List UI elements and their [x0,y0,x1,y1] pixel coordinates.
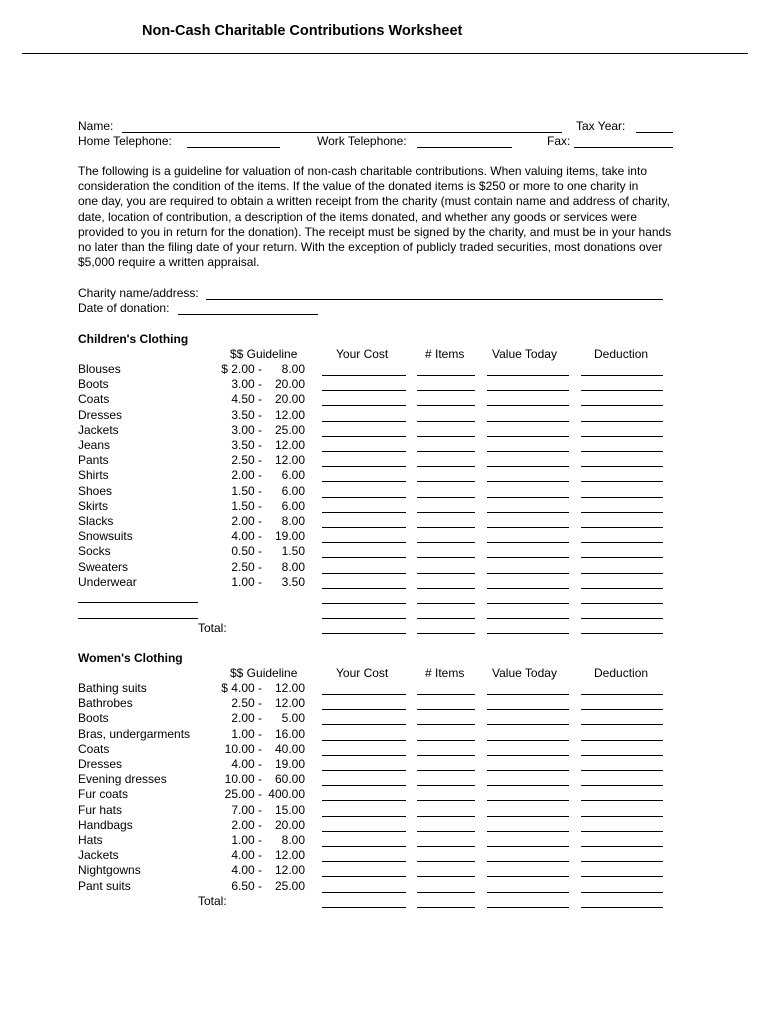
your-cost-field[interactable] [322,618,406,619]
deduction-field[interactable] [581,497,663,498]
guideline-low: 0.50 - [231,544,262,559]
tax-year-field[interactable] [636,132,673,133]
items-count-field[interactable] [417,557,475,558]
value-today-field[interactable] [487,527,569,528]
name-label: Name: [78,119,114,133]
guideline-high: 8.00 [281,514,305,528]
items-count-field[interactable] [417,709,475,710]
items-count-field[interactable] [417,770,475,771]
items-count-field[interactable] [417,466,475,467]
your-cost-field[interactable] [322,800,406,801]
guideline-low: 3.50 - [231,438,262,452]
work-telephone-label: Work Telephone: [317,134,407,148]
col-your-cost: Your Cost [336,666,389,680]
item-name: Fur coats [78,787,129,802]
your-cost-field[interactable] [322,421,406,422]
guideline-high: 12.00 [274,863,305,878]
guideline-low: 2.00 - [231,514,262,528]
item-name: Slacks [78,514,114,528]
col-deduction: Deduction [594,666,649,680]
item-name: Socks [78,544,111,559]
guideline-high: 8.00 [281,833,305,847]
item-name: Sweaters [78,559,129,574]
womens-heading: Women's Clothing [78,651,183,665]
col-value-today: Value Today [492,666,557,680]
your-cost-field[interactable] [322,542,406,543]
guideline-low: 25.00 - [224,787,262,802]
value-today-field[interactable] [487,512,569,513]
your-cost-field[interactable] [322,816,406,817]
your-cost-field[interactable] [322,375,406,376]
deduction-field[interactable] [581,694,663,695]
item-name: Handbags [78,817,133,832]
value-today-field[interactable] [487,892,569,893]
value-today-field[interactable] [487,497,569,498]
intro-line: date, location of contribution, a description of the items donated, and whether any goods or services were [78,209,637,224]
guideline-low: 4.50 - [231,392,262,407]
items-count-field[interactable] [417,876,475,877]
item-name: Pants [78,453,109,468]
items-count-field[interactable] [417,907,475,908]
value-today-field[interactable] [487,724,569,725]
intro-paragraph [78,164,718,270]
items-count-field[interactable] [417,861,475,862]
date-label: Date of donation: [78,301,170,315]
name-field[interactable] [122,132,562,133]
items-count-field[interactable] [417,618,475,619]
item-name: Underwear [78,574,137,589]
value-today-field[interactable] [487,694,569,695]
tax-year-label: Tax Year: [576,119,626,133]
deduction-field[interactable] [581,800,663,801]
guideline-high: 19.00 [274,757,305,771]
guideline-low: 2.00 - [231,468,262,483]
deduction-field[interactable] [581,770,663,771]
value-today-field[interactable] [487,573,569,574]
items-count-field[interactable] [417,588,475,589]
value-today-field[interactable] [487,907,569,908]
deduction-field[interactable] [581,907,663,908]
items-count-field[interactable] [417,694,475,695]
your-cost-field[interactable] [322,785,406,786]
guideline-low: 4.00 - [231,863,262,878]
value-today-field[interactable] [487,390,569,391]
deduction-field[interactable] [581,861,663,862]
guideline-high: 25.00 [274,878,305,893]
guideline-low: 3.00 - [231,377,262,392]
guideline-high: 12.00 [274,407,305,422]
col-guideline: $$ Guideline [230,666,298,680]
deduction-field[interactable] [581,542,663,543]
item-name: Boots [78,711,109,726]
guideline-high: 20.00 [274,377,305,392]
col-deduction: Deduction [594,347,649,361]
guideline-low: 4.00 - [231,529,262,544]
items-count-field[interactable] [417,573,475,574]
your-cost-field[interactable] [322,405,406,406]
womens-total-label: Total: [198,894,227,908]
guideline-low: 10.00 - [224,772,262,787]
item-name: Hats [78,833,103,847]
items-count-field[interactable] [417,785,475,786]
guideline-high: 12.00 [274,453,305,468]
charity-label: Charity name/address: [78,286,199,300]
col-items: # Items [425,347,465,361]
item-name: Pant suits [78,878,131,893]
your-cost-field[interactable] [322,390,406,391]
deduction-field[interactable] [581,846,663,847]
item-name: Jackets [78,422,119,437]
guideline-high: 16.00 [274,726,305,741]
item-name: Coats [78,741,110,756]
items-count-field[interactable] [417,405,475,406]
your-cost-field[interactable] [322,892,406,893]
deduction-field[interactable] [581,831,663,832]
guideline-high: 25.00 [274,422,305,437]
guideline-low: 2.50 - [231,559,262,574]
item-name: Jackets [78,848,119,863]
deduction-field[interactable] [581,755,663,756]
deduction-field[interactable] [581,527,663,528]
value-today-field[interactable] [487,709,569,710]
your-cost-field[interactable] [322,724,406,725]
fax-field[interactable] [574,147,673,148]
your-cost-field[interactable] [322,876,406,877]
your-cost-field[interactable] [322,557,406,558]
items-count-field[interactable] [417,816,475,817]
guideline-high: 60.00 [274,772,305,787]
items-count-field[interactable] [417,724,475,725]
guideline-low: 4.00 - [231,848,262,863]
item-name: Snowsuits [78,529,133,544]
childrens-total-label: Total: [198,621,227,635]
items-count-field[interactable] [417,390,475,391]
item-name: Bras, undergarments [78,726,191,741]
guideline-high: 8.00 [281,362,305,376]
item-name: Skirts [78,498,108,513]
items-count-field[interactable] [417,892,475,893]
childrens-heading: Children's Clothing [78,332,189,346]
your-cost-field[interactable] [322,436,406,437]
title-rule [22,53,748,54]
guideline-low: 4.00 - [231,757,262,771]
items-count-field[interactable] [417,831,475,832]
your-cost-field[interactable] [322,588,406,589]
value-today-field[interactable] [487,421,569,422]
intro-line: $5,000 require a written appraisal. [78,255,260,270]
deduction-field[interactable] [581,481,663,482]
col-items: # Items [425,666,465,680]
fax-label: Fax: [547,134,571,148]
guideline-low: 2.50 - [231,696,262,711]
items-count-field[interactable] [417,481,475,482]
guideline-low: 1.50 - [231,483,262,498]
col-guideline: $$ Guideline [230,347,298,361]
page-title: Non-Cash Charitable Contributions Worksheet [142,23,463,39]
your-cost-field[interactable] [322,831,406,832]
guideline-high: 40.00 [274,741,305,756]
items-count-field[interactable] [417,512,475,513]
item-name: Blouses [78,362,121,376]
items-count-field[interactable] [417,846,475,847]
charity-field[interactable] [206,299,663,300]
deduction-field[interactable] [581,421,663,422]
guideline-low: $ 4.00 - [221,681,262,695]
deduction-field[interactable] [581,588,663,589]
deduction-field[interactable] [581,512,663,513]
value-today-field[interactable] [487,876,569,877]
col-value-today: Value Today [492,347,557,361]
value-today-field[interactable] [487,755,569,756]
guideline-high: 12.00 [274,848,305,863]
intro-line: no later than the filing date of your return. With the exception of publicly traded securities, most donations over [78,240,663,255]
items-count-field[interactable] [417,800,475,801]
deduction-field[interactable] [581,405,663,406]
items-count-field[interactable] [417,375,475,376]
guideline-high: 400.00 [268,787,305,802]
work-telephone-field[interactable] [417,147,512,148]
guideline-low: 3.00 - [231,422,262,437]
guideline-low: 1.00 - [231,726,262,741]
item-name: Shirts [78,468,109,483]
value-today-field[interactable] [487,633,569,634]
your-cost-field[interactable] [322,527,406,528]
value-today-field[interactable] [487,740,569,741]
your-cost-field[interactable] [322,770,406,771]
item-name: Bathing suits [78,681,147,695]
deduction-field[interactable] [581,573,663,574]
deduction-field[interactable] [581,603,663,604]
your-cost-field[interactable] [322,573,406,574]
items-count-field[interactable] [417,755,475,756]
guideline-high: 5.00 [281,711,305,726]
item-name: Dresses [78,757,123,771]
value-today-field[interactable] [487,451,569,452]
items-count-field[interactable] [417,421,475,422]
value-today-field[interactable] [487,603,569,604]
item-name: Coats [78,392,110,407]
intro-line: provided to you in return for the donation). The receipt must be signed by the charity, and must be in your hands [78,224,672,239]
your-cost-field[interactable] [322,907,406,908]
home-telephone-field[interactable] [187,147,280,148]
your-cost-field[interactable] [322,451,406,452]
value-today-field[interactable] [487,405,569,406]
intro-line: The following is a guideline for valuation of non-cash charitable contributions. When valuing items, take into [78,164,647,178]
guideline-high: 12.00 [274,696,305,711]
guideline-low: 3.50 - [231,407,262,422]
your-cost-field[interactable] [322,846,406,847]
item-name: Nightgowns [78,863,141,878]
value-today-field[interactable] [487,542,569,543]
deduction-field[interactable] [581,892,663,893]
value-today-field[interactable] [487,800,569,801]
items-count-field[interactable] [417,451,475,452]
guideline-low: 2.50 - [231,453,262,468]
date-field[interactable] [178,314,318,315]
deduction-field[interactable] [581,618,663,619]
your-cost-field[interactable] [322,512,406,513]
guideline-high: 8.00 [281,559,305,574]
items-count-field[interactable] [417,436,475,437]
value-today-field[interactable] [487,785,569,786]
your-cost-field[interactable] [322,755,406,756]
your-cost-field[interactable] [322,694,406,695]
value-today-field[interactable] [487,846,569,847]
deduction-field[interactable] [581,557,663,558]
deduction-field[interactable] [581,709,663,710]
extra-item-field[interactable] [78,602,198,603]
guideline-low: $ 2.00 - [221,362,262,376]
value-today-field[interactable] [487,770,569,771]
guideline-low: 7.00 - [231,802,262,817]
your-cost-field[interactable] [322,481,406,482]
items-count-field[interactable] [417,542,475,543]
deduction-field[interactable] [581,876,663,877]
items-count-field[interactable] [417,633,475,634]
value-today-field[interactable] [487,618,569,619]
item-name: Evening dresses [78,772,167,787]
value-today-field[interactable] [487,375,569,376]
intro-line: one day, you are required to obtain a written receipt from the charity (must contain name and address of charity, [78,194,670,209]
value-today-field[interactable] [487,861,569,862]
item-name: Fur hats [78,802,123,817]
deduction-field[interactable] [581,633,663,634]
your-cost-field[interactable] [322,709,406,710]
deduction-field[interactable] [581,785,663,786]
your-cost-field[interactable] [322,466,406,467]
value-today-field[interactable] [487,436,569,437]
deduction-field[interactable] [581,740,663,741]
guideline-high: 6.00 [281,468,305,483]
value-today-field[interactable] [487,588,569,589]
item-name: Jeans [78,438,111,452]
guideline-high: 12.00 [274,681,305,695]
item-name: Boots [78,377,109,392]
your-cost-field[interactable] [322,497,406,498]
item-name: Shoes [78,483,113,498]
deduction-field[interactable] [581,466,663,467]
deduction-field[interactable] [581,451,663,452]
value-today-field[interactable] [487,466,569,467]
guideline-high: 20.00 [274,817,305,832]
guideline-high: 20.00 [274,392,305,407]
guideline-high: 12.00 [274,438,305,452]
deduction-field[interactable] [581,375,663,376]
deduction-field[interactable] [581,390,663,391]
extra-item-field[interactable] [78,618,198,619]
item-name: Bathrobes [78,696,133,711]
your-cost-field[interactable] [322,740,406,741]
guideline-high: 6.00 [281,498,305,513]
your-cost-field[interactable] [322,603,406,604]
item-name: Dresses [78,407,123,422]
value-today-field[interactable] [487,831,569,832]
guideline-low: 2.00 - [231,711,262,726]
value-today-field[interactable] [487,557,569,558]
your-cost-field[interactable] [322,633,406,634]
items-count-field[interactable] [417,740,475,741]
guideline-high: 15.00 [274,802,305,817]
guideline-high: 6.00 [281,483,305,498]
guideline-high: 19.00 [274,529,305,544]
guideline-low: 1.50 - [231,498,262,513]
deduction-field[interactable] [581,436,663,437]
items-count-field[interactable] [417,603,475,604]
value-today-field[interactable] [487,816,569,817]
your-cost-field[interactable] [322,861,406,862]
guideline-high: 3.50 [281,574,305,589]
value-today-field[interactable] [487,481,569,482]
items-count-field[interactable] [417,527,475,528]
items-count-field[interactable] [417,497,475,498]
guideline-high: 1.50 [281,544,305,559]
guideline-low: 1.00 - [231,833,262,847]
deduction-field[interactable] [581,724,663,725]
guideline-low: 2.00 - [231,817,262,832]
guideline-low: 6.50 - [231,878,262,893]
home-telephone-label: Home Telephone: [78,134,172,148]
col-your-cost: Your Cost [336,347,389,361]
guideline-low: 1.00 - [231,574,262,589]
intro-line: consideration the condition of the items. If the value of the donated items is $250 or more to one charity in [78,179,639,194]
guideline-low: 10.00 - [224,741,262,756]
deduction-field[interactable] [581,816,663,817]
